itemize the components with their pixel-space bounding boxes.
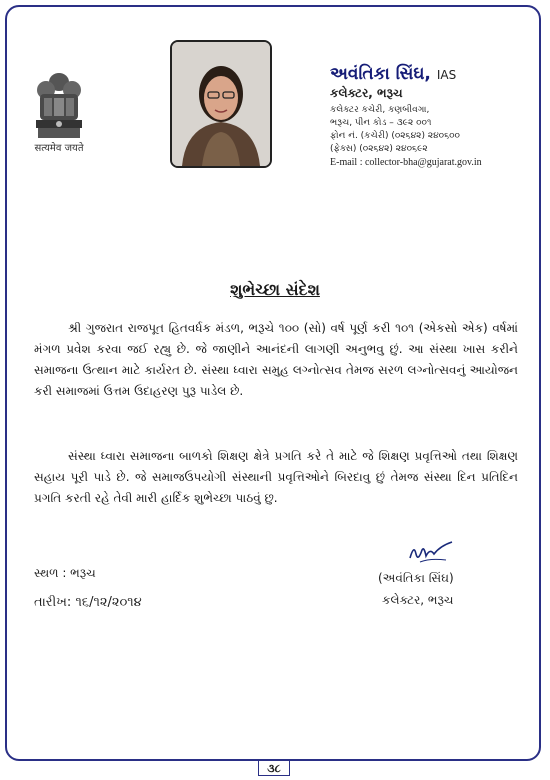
signatory-name: (અવંતિકા સિંઘ) [378, 571, 454, 585]
paragraph-1: શ્રી ગુજરાત રાજપૂત હિતવર્ધક મંડળ, ભરૂચે ૧૦૦ (સો) વર્ષ પૂર્ણ કરી ૧૦૧ (એકસો એક) વર્ષમાં મંગળ પ્રવેશ કરવા જઈ રહ્યુ છે. જે જાણીને આનંદની લાગણી અનુભવુ છું. આ સંસ્થા ખાસ કરીને સમાજના ઉત્થાન માટે કાર્યરત છે. સંસ્થા ધ્વારા સમુહ લગ્નોત્સવ તેમજ સરળ લગ્નોત્સવનું આયોજન કરી સમાજમાં ઉત્તમ ઉદાહરણ પુરૂ પાડેલ છે. [34, 321, 518, 398]
place-line: સ્થળ : ભરૂચ [34, 566, 96, 580]
date-line: તારીખ: ૧૬/૧૨/૨૦૧૪ [34, 595, 142, 610]
signature-image [406, 538, 456, 568]
address-line-1: કલેક્ટર કચેરી, કણબીવગા, [330, 105, 430, 115]
paragraph-2: સંસ્થા ધ્વારા સમાજના બાળકો શિક્ષણ ક્ષેત્રે પ્રગતિ કરે તે માટે જે શિક્ષણ પ્રવૃત્તિઓ તથા શિક્ષણ સહાય પૂરી પાડે છે. જે સમાજઉપયોગી સંસ્થાની પ્રવૃત્તિઓને બિરદાવુ છું તેમજ સંસ્થા દિન પ્રતિદિન પ્રગતિ કરતી રહે તેવી મારી હાર્દિક શુભેચ્છા પાઠવું છુ. [34, 449, 518, 505]
fax-line: (ફેક્સ) (૦૨૬૪૨) ૨૪૦૬૯૨ [330, 144, 428, 154]
letter-subject [0, 280, 550, 300]
officer-title: કલેક્ટર, ભરૂચ [330, 86, 403, 100]
signatory-title: કલેક્ટર, ભરૂચ [382, 593, 454, 607]
officer-name [330, 64, 540, 84]
officer-name-text: અવંતિકા સિંઘ, [330, 64, 431, 84]
letter-subject-text: શુભેચ્છા સંદેશ [230, 280, 320, 299]
officer-name-suffix: IAS [436, 68, 457, 82]
page-number: ૩૮ [258, 760, 290, 776]
emblem-motto: सत्यमेव जयते [34, 143, 84, 154]
email-line: E-mail : collector-bha@gujarat.gov.in [330, 157, 482, 168]
collector-photo [170, 40, 272, 168]
letterhead [330, 64, 540, 169]
address-line-2: ભરૂચ, પીન કોડ – ૩૯૨ ૦૦૧ [330, 118, 432, 128]
phone-line: ફોન નં. (કચેરી) (૦૨૬૪૨) ૨૪૦૬૦૦ [330, 131, 460, 141]
